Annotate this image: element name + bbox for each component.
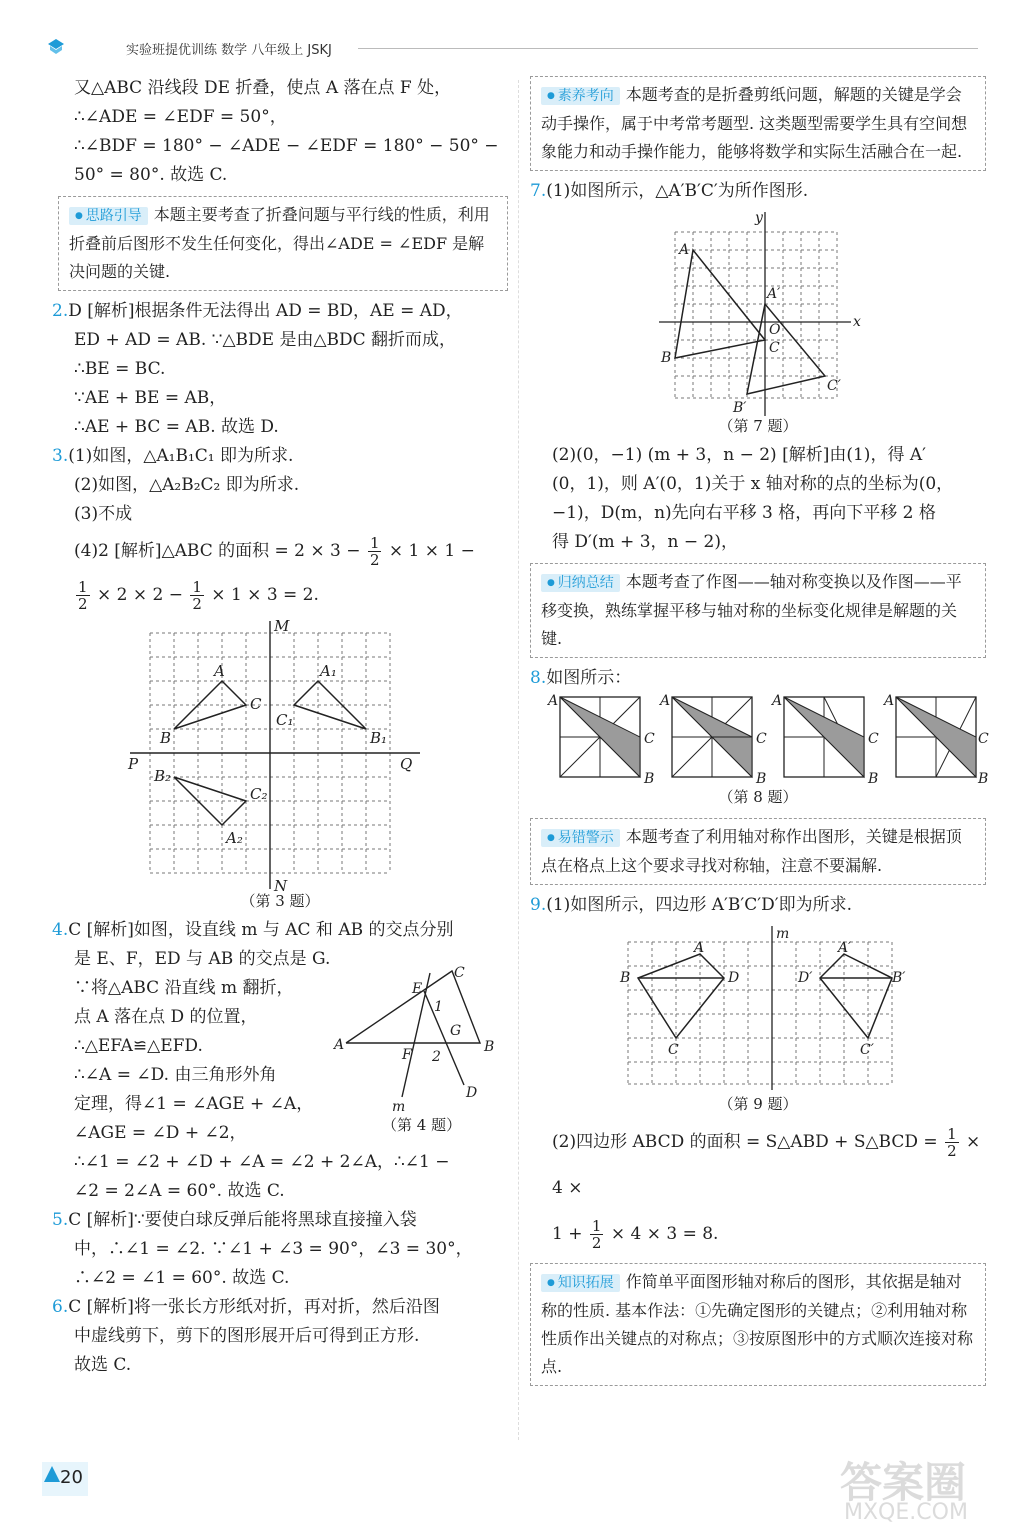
text-line: (0，1)，则 A′(0，1)关于 x 轴对称的点的坐标为(0， [552,474,954,494]
formula-line [52,529,508,573]
svg-text:A′: A′ [767,286,781,302]
text-line: 点 A 落在点 D 的位置， [74,1007,258,1027]
question-number: 3. [52,446,69,466]
figure-8-square [672,697,752,777]
figure-8-square [560,697,640,777]
tip-label: ● 归纳总结 [541,574,620,592]
figure-8-squares [530,693,989,789]
text-line: ∵AE + BE = AB， [74,388,227,408]
page-header [38,34,978,60]
svg-text:C: C [978,731,989,747]
svg-text:A: A [772,693,783,709]
svg-text:y: y [755,210,763,226]
left-column [52,74,508,1380]
figure-9-grid [608,924,908,1092]
text-line: ∴∠BDF = 180° − ∠ADE − ∠EDF = 180° − 50° − [74,136,499,156]
question-4 [52,916,508,945]
formula-line [530,1119,986,1211]
svg-text:B: B [160,729,172,747]
tip-box-素养考向 [530,76,986,171]
watermark-text: 答案圈 [840,1458,967,1507]
tip-box-思路引导 [58,196,508,291]
svg-text:B: B [978,771,989,787]
svg-text:A₂: A₂ [226,829,243,847]
svg-text:D: D [728,970,740,986]
text-line: ∴∠A = ∠D. 由三角形外角 [74,1065,277,1085]
svg-text:C: C [868,731,879,747]
fraction-half: $\frac{1}{2}$ [192,578,202,613]
tip-text: 本题主要考查了折叠问题与平行线的性质，利用折叠前后图形不发生任何变化，得出∠ADE = ∠EDF 是解决问题的关键. [69,205,490,281]
svg-text:O: O [769,322,781,338]
text-line: (1)如图所示，四边形 A′B′C′D′即为所求. [546,895,852,915]
page-number-badge [42,1462,88,1496]
svg-text:B′: B′ [892,970,906,986]
svg-text:B₁: B₁ [370,729,388,747]
question-9 [530,891,986,920]
text-line: (2)(0，−1) (m + 3，n − 2) [解析]由(1)，得 A′ [552,445,926,465]
text-line: ∠AGE = ∠D + ∠2， [74,1123,247,1143]
question-number: 7. [530,181,547,201]
svg-text:C₁: C₁ [276,711,294,729]
tip-label: ● 易错警示 [541,829,620,847]
figure-9-caption: （第 9 题） [718,1095,798,1113]
text-line: (2)如图，△A₂B₂C₂ 即为所求. [74,475,300,495]
text-line: ED + AD = AB. ∵△BDE 是由△BDC 翻折而成， [74,330,457,350]
fraction-half: $\frac{1}{2}$ [591,1217,602,1252]
text-part: × 1 × 1 − [388,541,475,561]
svg-text:N: N [274,877,288,895]
tip-label: ● 知识拓展 [541,1274,620,1292]
question-number: 6. [52,1297,69,1317]
svg-text:M: M [274,617,290,635]
tip-box-归纳总结 [530,563,986,658]
svg-text:A: A [214,662,225,680]
svg-text:m: m [392,1099,406,1115]
svg-text:D: D [466,1085,478,1101]
tip-label: ● 思路引导 [69,207,148,225]
header-rule [358,48,978,49]
tip-text: 本题考查了利用轴对称作出图形，关键是根据顶点在格点上这个要求寻找对称轴，注意不要漏解. [541,827,962,875]
right-column [530,76,989,1392]
svg-text:B: B [484,1039,495,1055]
svg-text:2: 2 [432,1049,441,1065]
svg-text:A: A [334,1037,345,1053]
text-line: ∴∠ADE = ∠EDF = 50°， [74,107,287,127]
question-2 [52,297,508,326]
svg-text:F: F [402,1047,412,1063]
svg-text:G: G [450,1023,462,1039]
question-3 [52,442,508,471]
text-line: ∴∠2 = ∠1 = 60°. 故选 C. [74,1268,290,1288]
question-7 [530,177,986,206]
column-divider [518,80,519,1440]
question-number: 9. [530,895,547,915]
tip-text: 本题考查了作图——轴对称变换以及作图——平移变换，熟练掌握平移与轴对称的坐标变化规律是解题的关键. [541,572,962,648]
svg-text:B: B [661,350,672,366]
svg-text:A: A [548,693,559,709]
formula-line [52,573,508,617]
svg-text:A: A [694,940,705,956]
fraction-half: $\frac{1}{2}$ [947,1125,957,1160]
svg-text:B: B [868,771,879,787]
question-number: 2. [52,301,69,321]
text-line: ∴BE = BC. [74,359,166,379]
question-8 [530,664,986,693]
page-number: 20 [60,1467,83,1488]
svg-text:C: C [668,1042,679,1058]
text-line: 得 D′(m + 3，n − 2)， [552,532,738,552]
svg-text:A: A [679,242,690,258]
book-title: 实验班提优训练 数学 八年级上 JSKJ [126,43,332,58]
figure-8-square [784,697,864,777]
svg-text:B: B [644,771,655,787]
text-part: (2)四边形 ABCD 的面积 = S△ABD + S△BCD = [552,1132,938,1152]
text-line: C [解析]如图，设直线 m 与 AC 和 AB 的交点分别 [68,920,454,940]
svg-text:B′: B′ [733,400,747,416]
tip-text: 作简单平面图形轴对称后的图形，其依据是轴对称的性质. 基本作法：①先确定图形的关键点；②利用轴对称性质作出关键点的对称点；③按原图形中的方式顺次连接对称点. [541,1272,974,1376]
figure-7-coordinate-grid [653,210,863,420]
text-line: (1)如图，△A₁B₁C₁ 即为所求. [68,446,294,466]
text-part: × 4 × [552,1132,981,1198]
text-line: ∴∠1 = ∠2 + ∠D + ∠A = ∠2 + 2∠A，∴∠1 − [74,1152,450,1172]
tip-label: ● 素养考向 [541,87,620,105]
text-line: −1)，D(m，n)先向右平移 3 格，再向下平移 2 格 [552,503,936,523]
text-line: C [解析]将一张长方形纸对折，再对折，然后沿图 [68,1297,440,1317]
text-line: C [解析]∵要使白球反弹后能将黑球直接撞入袋 [68,1210,417,1230]
text-line: (1)如图所示，△A′B′C′为所作图形. [546,181,809,201]
watermark [840,1450,990,1530]
tip-box-知识拓展 [530,1263,986,1386]
text-part: (4)2 [解析]△ABC 的面积 = 2 × 3 − [74,541,361,561]
text-line: 又△ABC 沿线段 DE 折叠，使点 A 落在点 F 处， [74,78,452,98]
text-line: 定理，得∠1 = ∠AGE + ∠A， [74,1094,314,1114]
fraction-half: $\frac{1}{2}$ [78,578,88,613]
formula-line [530,1211,986,1257]
svg-text:B: B [620,970,631,986]
text-line: (3)不成 [74,504,133,524]
svg-text:C₂: C₂ [250,785,268,803]
text-line: ∴△EFA≌△EFD. [74,1036,203,1056]
tip-text: 本题考查的是折叠剪纸问题，解题的关键是学会动手操作，属于中考常考题型. 这类题型需要学生具有空间想象能力和动手操作能力，能够将数学和实际生活融合在一起. [541,85,968,161]
svg-text:C: C [644,731,655,747]
figure-8-caption: （第 8 题） [718,788,798,806]
text-line: 是 E、F，ED 与 AB 的交点是 G. [74,949,331,969]
figure-4-caption: （第 4 题） [382,1116,462,1134]
text-line: 中，∴∠1 = ∠2. ∵∠1 + ∠3 = 90°，∠3 = 30°， [74,1239,473,1259]
text-line: 50° = 80°. 故选 C. [74,165,228,185]
svg-text:m: m [776,926,790,942]
svg-text:D′: D′ [798,970,813,986]
svg-text:C: C [769,340,780,356]
question-number: 8. [530,668,547,688]
text-line: 中虚线剪下，剪下的图形展开后可得到正方形. [74,1326,420,1346]
svg-text:B: B [756,771,767,787]
svg-text:Q: Q [400,755,413,773]
svg-text:A: A [884,693,895,709]
tip-box-易错警示 [530,818,986,885]
figure-4-triangle [334,965,514,1115]
text-part: × 4 × 3 = 8. [610,1224,719,1244]
svg-text:A₁: A₁ [320,662,337,680]
svg-text:C: C [250,695,262,713]
svg-text:A: A [660,693,671,709]
text-part: × 2 × 2 − [96,585,183,605]
text-line: 如图所示： [546,668,632,688]
text-part: 1 + [552,1224,583,1244]
question-5 [52,1206,508,1235]
question-6 [52,1293,508,1322]
svg-text:C: C [756,731,767,747]
svg-text:x: x [853,314,861,330]
svg-text:E: E [412,981,423,997]
question-4-body [52,945,508,1148]
figure-8-square [896,697,976,777]
svg-text:C: C [454,965,465,981]
svg-text:A′: A′ [838,940,852,956]
figure-3-grid [128,617,430,895]
watermark-url: MXQE.COM [844,1500,968,1525]
svg-text:C′: C′ [860,1042,874,1058]
figure-7-caption: （第 7 题） [718,417,798,435]
svg-text:B₂: B₂ [154,767,172,785]
figure-3-caption: （第 3 题） [240,892,320,910]
text-line: ∠2 = 2∠A = 60°. 故选 C. [74,1181,285,1201]
svg-text:1: 1 [434,999,443,1015]
text-line: ∴AE + BC = AB. 故选 D. [74,417,279,437]
text-part: × 1 × 3 = 2. [211,585,319,605]
svg-text:P: P [128,755,139,773]
question-number: 4. [52,920,69,940]
book-logo-icon [46,36,66,56]
text-line: ∵将△ABC 沿直线 m 翻折， [74,978,294,998]
question-number: 5. [52,1210,69,1230]
text-line: D [解析]根据条件无法得出 AD = BD，AE = AD， [68,301,463,321]
svg-text:C′: C′ [827,378,841,394]
fraction-half: $\frac{1}{2}$ [369,534,380,569]
text-line: 故选 C. [74,1355,132,1375]
arrow-up-icon [44,1466,60,1482]
